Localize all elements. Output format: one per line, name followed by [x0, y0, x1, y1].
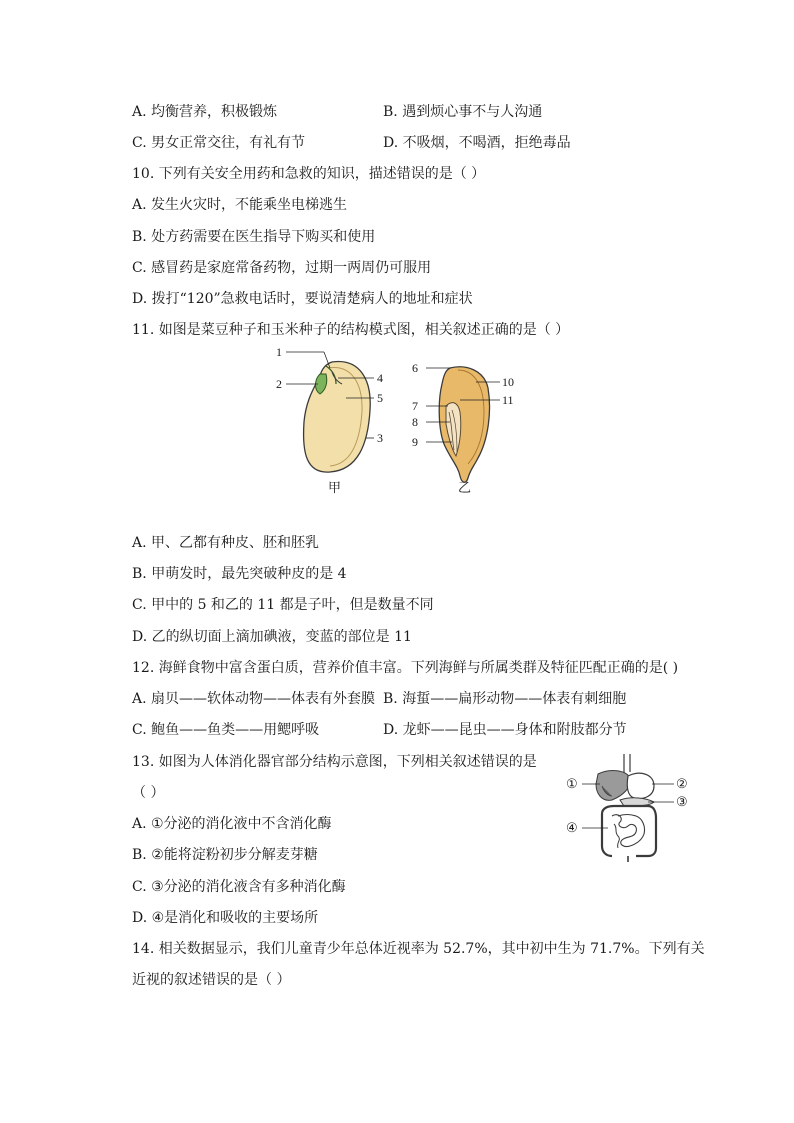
digestive-label-2: ② [676, 776, 688, 791]
corn-label-9: 9 [412, 435, 418, 449]
bean-label-2: 2 [276, 377, 282, 391]
bean-label-4: 4 [377, 371, 383, 385]
q11-option-b: B. 甲萌发时，最先突破种皮的是 4 [132, 566, 347, 582]
corn-caption: 乙 [458, 481, 472, 496]
q10-option-b: B. 处方药需要在医生指导下购买和使用 [132, 229, 376, 245]
bean-label-3: 3 [377, 431, 383, 445]
q13-option-b: B. ②能将淀粉初步分解麦芽糖 [132, 847, 318, 863]
q10-option-c: C. 感冒药是家庭常备药物，过期一两周仍可服用 [132, 260, 432, 276]
corn-seed [439, 367, 489, 482]
q12-stem: 12. 海鲜食物中富含蛋白质，营养价值丰富。下列海鲜与所属类群及特征匹配正确的是( ) [132, 660, 679, 676]
seed-structure-figure [262, 340, 532, 500]
q11-option-a: A. 甲、乙都有种皮、胚和胚乳 [132, 535, 320, 551]
q9-option-a: A. 均衡营养，积极锻炼 [132, 104, 278, 120]
q12-option-d: D. 龙虾——昆虫——身体和附肢都分节 [383, 722, 627, 738]
q12-option-a: A. 扇贝——软体动物——体表有外套膜 [132, 691, 376, 707]
q11-option-c: C. 甲中的 5 和乙的 11 都是子叶，但是数量不同 [132, 597, 434, 613]
corn-label-10: 10 [502, 375, 514, 389]
bean-caption: 甲 [328, 481, 342, 496]
q11-option-d: D. 乙的纵切面上滴加碘液，变蓝的部位是 11 [132, 629, 412, 645]
q11-stem: 11. 如图是菜豆种子和玉米种子的结构模式图，相关叙述正确的是（ ） [132, 322, 570, 338]
corn-label-6: 6 [412, 361, 418, 375]
bean-label-1: 1 [276, 345, 282, 359]
digestive-label-1: ① [566, 776, 578, 791]
q9-option-b: B. 遇到烦心事不与人沟通 [383, 104, 543, 120]
q13-option-d: D. ④是消化和吸收的主要场所 [132, 910, 319, 926]
digestive-system-figure [562, 752, 702, 864]
q9-option-c: C. 男女正常交往，有礼有节 [132, 135, 306, 151]
q13-stem: 13. 如图为人体消化器官部分结构示意图，下列相关叙述错误的是 [132, 754, 537, 770]
digestive-label-4: ④ [566, 820, 578, 835]
q13-stem-continued: （ ） [132, 785, 165, 801]
q12-option-c: C. 鲍鱼——鱼类——用鳃呼吸 [132, 722, 320, 738]
corn-label-8: 8 [412, 415, 418, 429]
q10-option-d: D. 拨打“120”急救电话时，要说清楚病人的地址和症状 [132, 291, 473, 307]
corn-label-11: 11 [502, 393, 514, 407]
q10-option-a: A. 发生火灾时，不能乘坐电梯逃生 [132, 197, 348, 213]
q13-option-c: C. ③分泌的消化液含有多种消化酶 [132, 879, 346, 895]
q12-option-b: B. 海蜇——扁形动物——体表有刺细胞 [383, 691, 627, 707]
q10-stem: 10. 下列有关安全用药和急救的知识，描述错误的是（ ） [132, 166, 486, 182]
corn-label-7: 7 [412, 399, 418, 413]
q14-stem-continued: 近视的叙述错误的是（ ） [132, 972, 291, 988]
q14-stem: 14. 相关数据显示，我们儿童青少年总体近视率为 52.7%，其中初中生为 71.7%。下列有关 [132, 941, 705, 957]
q13-option-a: A. ①分泌的消化液中不含消化酶 [132, 816, 332, 832]
bean-label-5: 5 [377, 391, 383, 405]
q9-option-d: D. 不吸烟，不喝酒，拒绝毒品 [383, 135, 571, 151]
digestive-label-3: ③ [676, 794, 688, 809]
